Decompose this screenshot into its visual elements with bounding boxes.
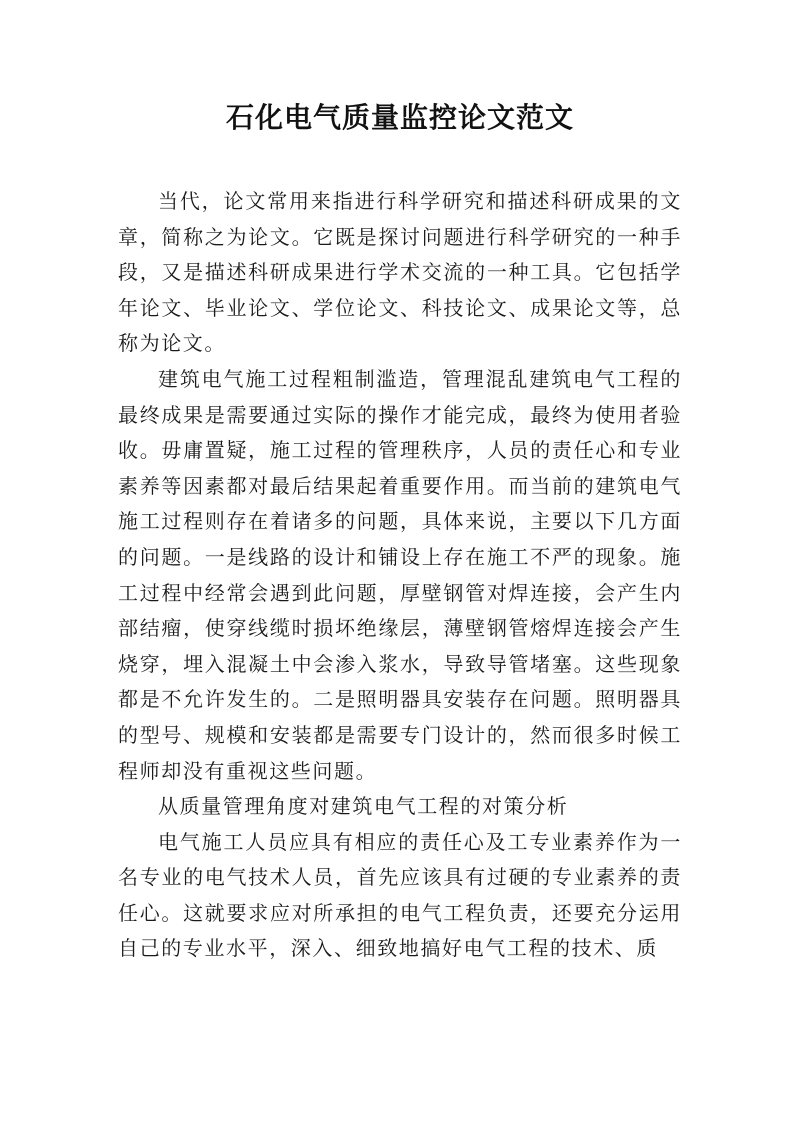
document-title: 石化电气质量监控论文范文 [225, 101, 574, 134]
section-heading-countermeasures: 从质量管理角度对建筑电气工程的对策分析 [158, 794, 569, 819]
paragraph-responsibility: 电气施工人员应具有相应的责任心及工专业素养作为一名专业的电气技术人员，首先应该具有过硬的专业素养的责任心。这就要求应对所承担的电气工程负责，还要充分运用自己的专业水平，深入、细致地搞好电气工程的技术、质 [118, 829, 682, 961]
document-body [118, 184, 682, 967]
paragraph-construction-issues: 建筑电气施工过程粗制滥造，管理混乱建筑电气工程的最终成果是需要通过实际的操作才能完成，最终为使用者验收。毋庸置疑，施工过程的管理秩序，人员的责任心和专业素养等因素都对最后结果起着重要作用。而当前的建筑电气施工过程则存在着诸多的问题，具体来说，主要以下几方面的问题。一是线路的设计和铺设上存在施工不严的现象。施工过程中经常会遇到此问题，厚壁钢管对焊连接，会产生内部结瘤，使穿线缆时损坏绝缘层，薄壁钢管熔焊连接会产生烧穿，埋入混凝土中会渗入浆水，导致导管堵塞。这些现象都是不允许发生的。二是照明器具安装存在问题。照明器具的型号、规模和安装都是需要专门设计的，然而很多时候工程师却没有重视这些问题。 [118, 366, 682, 783]
paragraph-intro: 当代，论文常用来指进行科学研究和描述科研成果的文章，简称之为论文。它既是探讨问题进行科学研究的一种手段，又是描述科研成果进行学术交流的一种工具。它包括学年论文、毕业论文、学位论文、科技论文、成果论文等，总称为论文。 [118, 189, 682, 356]
